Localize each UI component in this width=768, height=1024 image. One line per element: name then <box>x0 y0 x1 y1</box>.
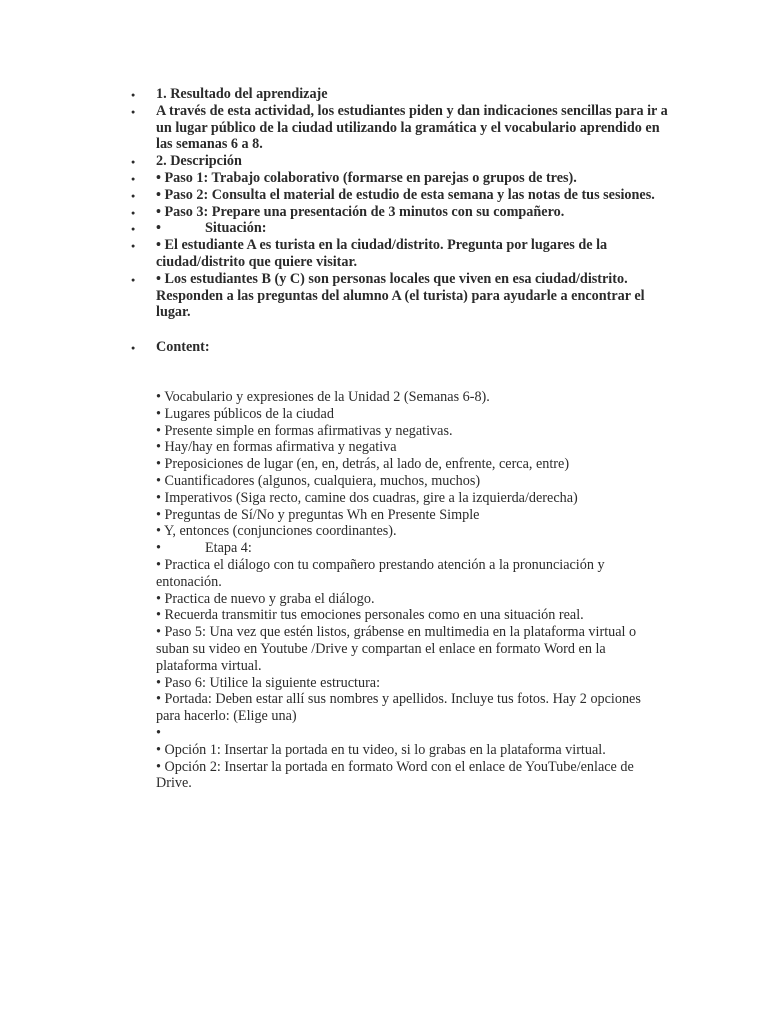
content-line: • Imperativos (Siga recto, camine dos cuadras, gire a la izquierda/derecha) <box>156 489 578 506</box>
content-line: • Hay/hay en formas afirmativa y negativa <box>156 439 397 456</box>
content-line: • Vocabulario y expresiones de la Unidad 2 (Semanas 6-8). <box>156 389 490 405</box>
list-item-text: A través de esta actividad, los estudiantes piden y dan indicaciones sencillas para ir a un lugar público de la ciudad utilizando la gramática y el vocabulario aprendido en las semanas 6 a 8. <box>156 102 668 153</box>
content-line: • Cuantificadores (algunos, cualquiera, muchos, muchos) <box>156 472 481 489</box>
list-item <box>0 271 768 321</box>
list-item-content-heading <box>0 339 768 356</box>
content-line: • Y, entonces (conjunciones coordinantes). <box>156 523 397 540</box>
list-item <box>0 86 768 103</box>
etapa-line: • Practica el diálogo con tu compañero prestando atención a la pronunciación y entonación. <box>156 556 609 590</box>
list-item <box>0 204 768 221</box>
content-line: • Preposiciones de lugar (en, en, detrás, al lado de, enfrente, cerca, entre) <box>156 456 570 473</box>
list-item-text: • Paso 1: Trabajo colaborativo (formarse en parejas o grupos de tres). <box>156 169 577 186</box>
content-body <box>156 389 656 792</box>
etapa-line: • Opción 2: Insertar la portada en formato Word con el enlace de YouTube/enlace de Drive. <box>156 758 638 792</box>
list-item <box>0 220 768 237</box>
etapa-line: • Portada: Deben estar allí sus nombres y apellidos. Incluye tus fotos. Hay 2 opciones para hacerlo: (Elige una) <box>156 691 645 725</box>
list-item-text: 1. Resultado del aprendizaje <box>156 86 328 102</box>
etapa-line: • <box>156 724 161 741</box>
etapa-line: • Recuerda transmitir tus emociones personales como en una situación real. <box>156 607 584 624</box>
list-item <box>0 237 768 271</box>
list-item <box>0 187 768 204</box>
list-item-prefix: • <box>156 220 161 237</box>
etapa-heading <box>156 540 656 557</box>
list-item-text: • Paso 3: Prepare una presentación de 3 minutos con su compañero. <box>156 203 565 220</box>
list-item-text: 2. Descripción <box>156 153 242 170</box>
etapa-prefix: • <box>156 540 161 557</box>
list-item <box>0 170 768 187</box>
content-line: • Lugares públicos de la ciudad <box>156 405 334 422</box>
bold-bullet-list <box>0 86 768 356</box>
list-item-text: Situación: <box>204 220 267 237</box>
etapa-text: Etapa 4: <box>204 540 252 557</box>
etapa-line: • Paso 6: Utilice la siguiente estructura: <box>156 674 381 691</box>
list-item-text: • Paso 2: Consulta el material de estudio de esta semana y las notas de tus sesiones. <box>156 186 655 203</box>
list-item-text: • Los estudiantes B (y C) son personas locales que viven en esa ciudad/distrito. Responden a las preguntas del alumno A (el turista) para ayudarle a encontrar el lugar. <box>156 270 645 321</box>
list-item <box>0 153 768 170</box>
list-item-text: • El estudiante A es turista en la ciudad/distrito. Pregunta por lugares de la ciudad/distrito que quiere visitar. <box>156 237 608 270</box>
etapa-line: • Practica de nuevo y graba el diálogo. <box>156 590 375 607</box>
content-line: • Presente simple en formas afirmativas y negativas. <box>156 422 453 439</box>
etapa-line: • Opción 1: Insertar la portada en tu video, si lo grabas en la plataforma virtual. <box>156 741 606 758</box>
content-line: • Preguntas de Sí/No y preguntas Wh en Presente Simple <box>156 506 480 523</box>
list-item <box>0 103 768 153</box>
etapa-line: • Paso 5: Una vez que estén listos, grábense en multimedia en la plataforma virtual o suban su video en Youtube /Drive y compartan el enlace en formato Word en la plataforma virtual. <box>156 624 640 674</box>
list-item-text: Content: <box>156 339 210 356</box>
